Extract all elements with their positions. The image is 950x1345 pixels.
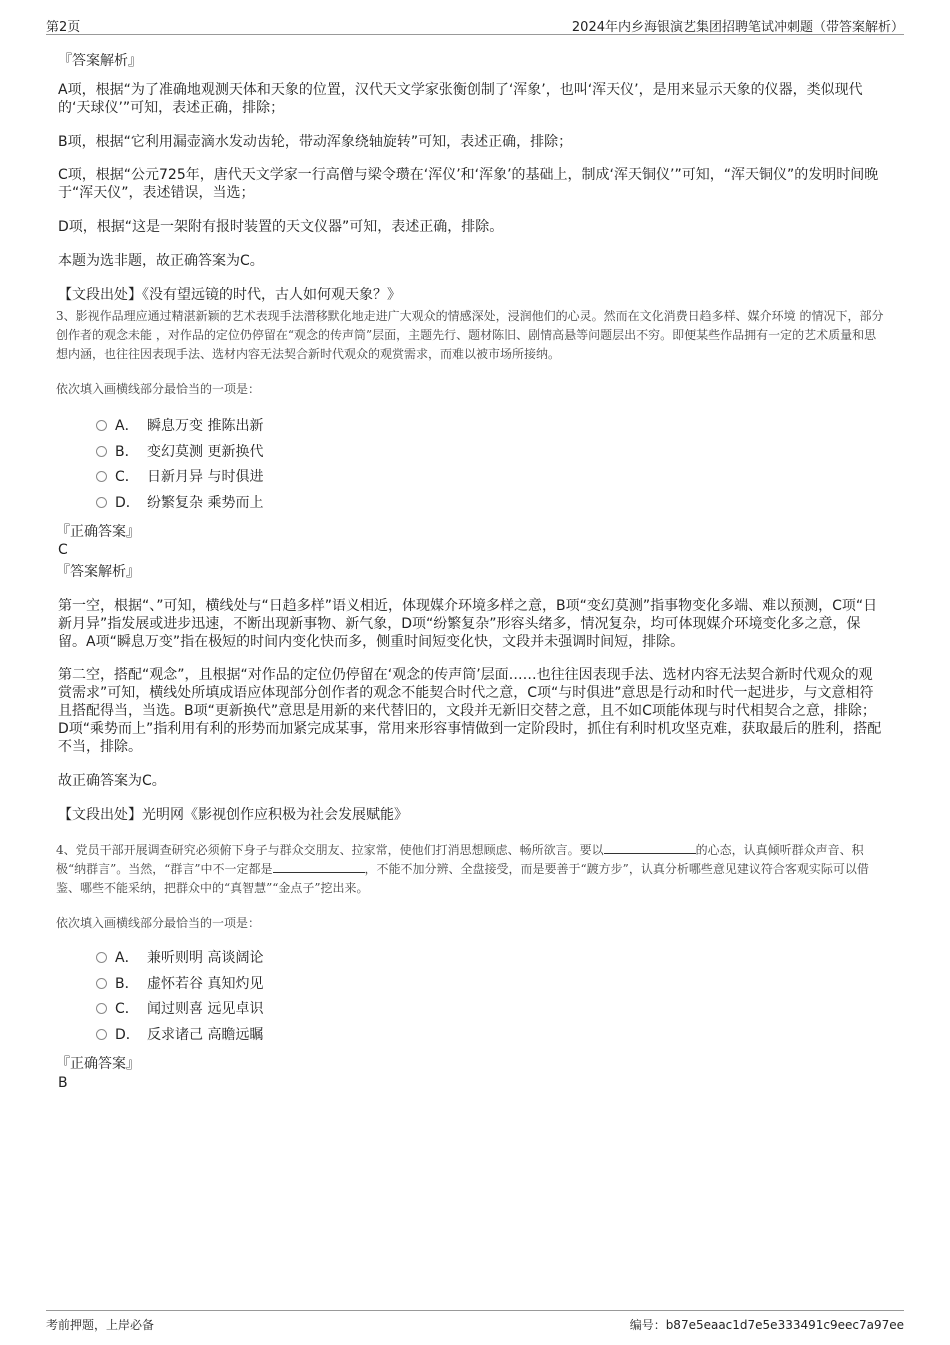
q2-analysis-a: A项，根据“为了准确地观测天体和天象的位置，汉代天文学家张衡创制了‘浑象’，也叫‘浑天仪’，是用来显示天象的仪器，类似现代的‘天球仪’”可知，表述正确，排除；	[58, 82, 863, 116]
q3-analysis-title: 『答案解析』	[56, 564, 140, 580]
q3-conclusion: 故正确答案为C。	[58, 773, 166, 789]
q4-answer: B	[58, 1075, 68, 1091]
q2-analysis-title: 『答案解析』	[58, 53, 142, 69]
q2-analysis-d: D项，根据“这是一架附有报时装置的天文仪器”可知，表述正确，排除。	[58, 219, 504, 235]
radio-icon[interactable]	[96, 471, 107, 482]
q3-option-c[interactable]: C． 日新月异 与时俱进	[96, 467, 263, 487]
page-number: 第2页	[46, 20, 81, 35]
q3-answer: C	[58, 542, 68, 558]
page-footer	[46, 1310, 904, 1333]
fill-blank-1	[604, 842, 696, 854]
q3-option-b[interactable]: B． 变幻莫测 更新换代	[96, 442, 263, 462]
q2-analysis-b: B项，根据“它利用漏壶滴水发动齿轮，带动浑象绕轴旋转”可知，表述正确，排除；	[58, 134, 573, 150]
footer-slogan: 考前押题，上岸必备	[46, 1318, 155, 1332]
q3-analysis-para2: 第二空，搭配“观念”，且根据“对作品的定位仍停留在‘观念的传声筒’层面……也往往因表现手法、选材内容无法契合新时代观众的观赏需求”可知，横线处所填成语应体现部分创作者的观念不能契合时代之意，C项“与时俱进”意思是行动和时代一起进步，与文意相符且搭配得当，当选。B项“更新换代”意思是用新的来代替旧的，文段并无新旧交替之意，且不如C项能体现与时代相契合之意，排除；D项“乘势而上”指利用有利的形势而加紧完成某事，常用来形容事情做到一定阶段时，抓住有利时机攻坚克难，获取最后的胜利，搭配不当，排除。	[58, 667, 882, 755]
page-header	[46, 14, 904, 35]
q3-option-d[interactable]: D． 纷繁复杂 乘势而上	[96, 493, 263, 513]
q3-answer-title: 『正确答案』	[56, 524, 140, 540]
radio-icon[interactable]	[96, 420, 107, 431]
document-id: 编号：b87e5eaac1d7e5e333491c9eec7a97ee	[629, 1318, 904, 1332]
q4-answer-title: 『正确答案』	[56, 1056, 140, 1072]
q4-prompt: 依次填入画横线部分最恰当的一项是：	[56, 916, 261, 930]
q4-option-a[interactable]: A． 兼听则明 高谈阔论	[96, 948, 263, 968]
radio-icon[interactable]	[96, 1003, 107, 1014]
radio-icon[interactable]	[96, 1029, 107, 1040]
q3-prompt: 依次填入画横线部分最恰当的一项是：	[56, 382, 261, 396]
q3-option-a[interactable]: A． 瞬息万变 推陈出新	[96, 416, 263, 436]
q3-text: 3、影视作品理应通过精湛新颖的艺术表现手法潜移默化地走进广大观众的情感深处，浸润他们的心灵。然而在文化消费日趋多样、媒介环境 的情况下，部分创作者的观念未能 ，对作品的定位仍停留在“观念的传声筒”层面，主题先行、题材陈旧、剧情高悬等问题层出不穷。即便某些作品拥有一定的艺术质量和思想内涵，也往往因表现手法、选材内容无法契合新时代观众的观赏需求，而难以被市场所接纳。	[56, 309, 884, 361]
q3-source: 【文段出处】光明网《影视创作应积极为社会发展赋能》	[58, 807, 408, 823]
document-title: 2024年内乡海银演艺集团招聘笔试冲刺题（带答案解析）	[571, 20, 904, 35]
q4-option-c[interactable]: C． 闻过则喜 远见卓识	[96, 999, 263, 1019]
q4-option-d[interactable]: D． 反求诸己 高瞻远瞩	[96, 1025, 263, 1045]
radio-icon[interactable]	[96, 978, 107, 989]
q3-analysis-para1: 第一空，根据“、”可知，横线处与“日趋多样”语义相近，体现媒介环境多样之意，B项“变幻莫测”指事物变化多端、难以预测，C项“日新月异”指发展或进步迅速，不断出现新事物、新气象，D项“纷繁复杂”形容头绪多，情况复杂，均可体现媒介环境变化多之意，保留。A项“瞬息万变”指在极短的时间内变化快而多，侧重时间短变化快，文段并未强调时间短，排除。	[58, 598, 878, 650]
radio-icon[interactable]	[96, 446, 107, 457]
q2-source: 【文段出处】《没有望远镜的时代，古人如何观天象？》	[58, 287, 401, 303]
radio-icon[interactable]	[96, 497, 107, 508]
fill-blank-2	[273, 861, 365, 873]
radio-icon[interactable]	[96, 952, 107, 963]
q4-option-b[interactable]: B． 虚怀若谷 真知灼见	[96, 974, 263, 994]
q2-analysis-c: C项，根据“公元725年，唐代天文学家一行高僧与梁令瓒在‘浑仪’和‘浑象’的基础上，制成‘浑天铜仪’”可知，“浑天铜仪”的发明时间晚于“浑天仪”，表述错误，当选；	[58, 167, 879, 201]
q2-conclusion: 本题为选非题，故正确答案为C。	[58, 253, 264, 269]
q4-text: 4、党员干部开展调查研究必须俯下身子与群众交朋友、拉家常，使他们打消思想顾虑、畅所欲言。要以 的心态，认真倾听群众声音、积极“纳群言”。当然，“群言”中不一定都是 ，不能不加分辨、全盘接受，而是要善于“踱方步”，认真分析哪些意见建议符合客观实际可以借鉴、哪些不能采纳，把群众中的“真智慧”“金点子”挖出来。	[56, 843, 869, 895]
